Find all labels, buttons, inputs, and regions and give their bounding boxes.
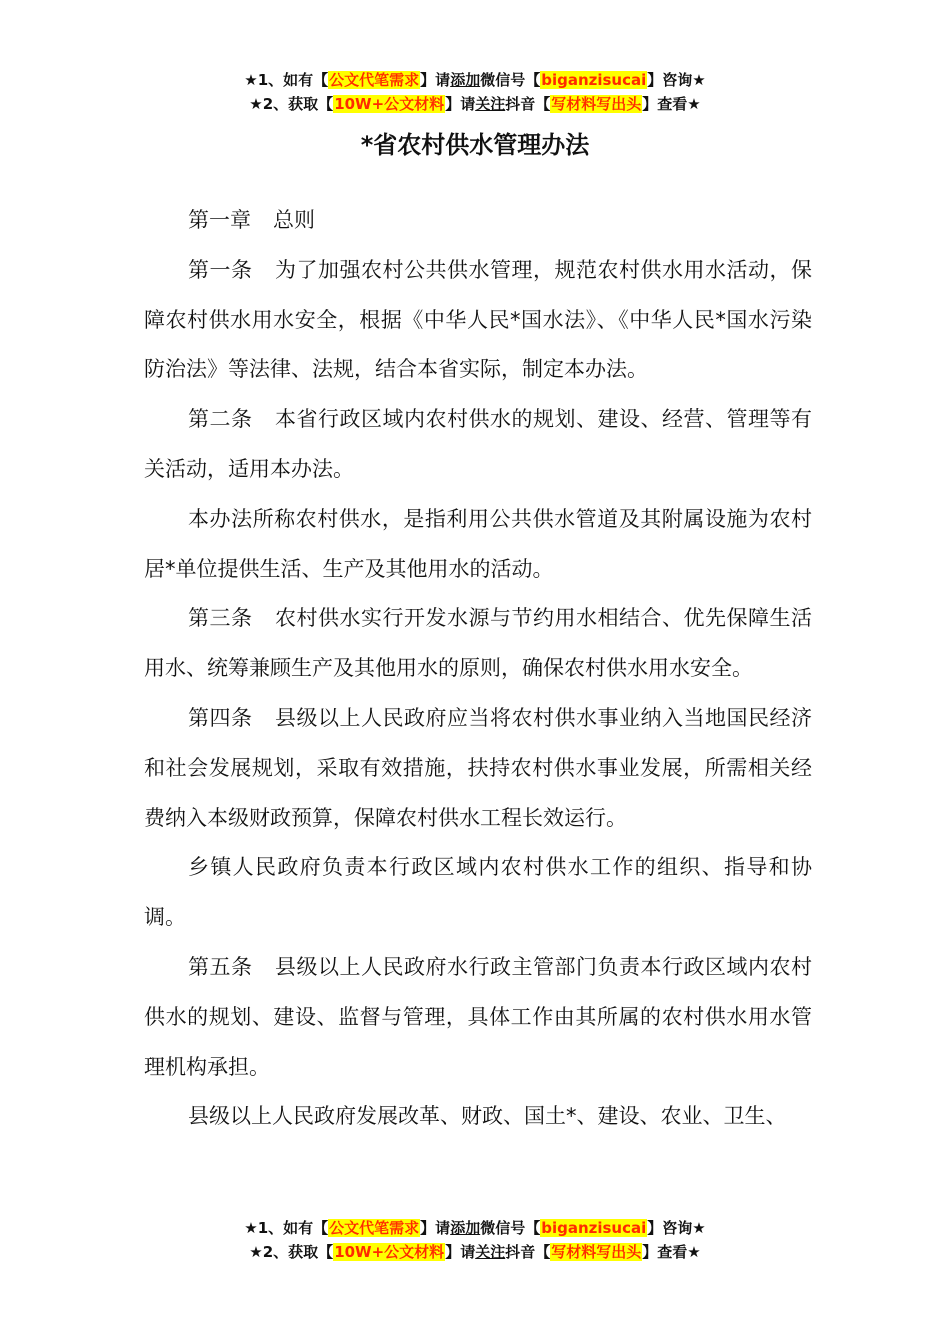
article-paragraph: 第三条 农村供水实行开发水源与节约用水相结合、优先保障生活用水、统筹兼顾生产及其他用水的原则，确保农村供水用水安全。	[144, 606, 812, 681]
banner-line-2: ★2、获取【10W+公文材料】请关注抖音【写材料写出头】查看★	[249, 1243, 701, 1261]
article-paragraph: 第四条 县级以上人民政府应当将农村供水事业纳入当地国民经济和社会发展规划，采取有效措施，扶持农村供水事业发展，所需相关经费纳入本级财政预算，保障农村供水工程长效运行。	[144, 705, 812, 830]
highlight-service: 公文代笔需求	[329, 1219, 420, 1237]
article-paragraph: 乡镇人民政府负责本行政区域内农村供水工作的组织、指导和协调。	[144, 855, 812, 930]
highlight-wechat-id: biganzisucai	[541, 71, 647, 89]
highlight-materials: 10W+公文材料	[334, 1243, 445, 1261]
highlight-materials: 10W+公文材料	[334, 95, 445, 113]
document-title: *省农村供水管理办法	[360, 131, 590, 159]
article-paragraph: 县级以上人民政府发展改革、财政、国土*、建设、农业、卫生、	[188, 1104, 787, 1129]
highlight-douyin-account: 写材料写出头	[551, 1243, 642, 1261]
article-paragraph: 本办法所称农村供水，是指利用公共供水管道及其附属设施为农村居*单位提供生活、生产及其他用水的活动。	[144, 506, 812, 581]
highlight-wechat-id: biganzisucai	[541, 1219, 647, 1237]
banner-line-2: ★2、获取【10W+公文材料】请关注抖音【写材料写出头】查看★	[249, 95, 701, 113]
article-paragraph: 第二条 本省行政区域内农村供水的规划、建设、经营、管理等有关活动，适用本办法。	[144, 407, 812, 481]
article-paragraph: 第五条 县级以上人民政府水行政主管部门负责本行政区域内农村供水的规划、建设、监督与管理，具体工作由其所属的农村供水用水管理机构承担。	[144, 954, 812, 1079]
footer-banner	[0, 1216, 950, 1264]
article-paragraph: 第一条 为了加强农村公共供水管理，规范农村供水用水活动，保障农村供水用水安全，根据《中华人民*国水法》、《中华人民*国水污染防治法》等法律、法规，结合本省实际，制定本办法。	[144, 257, 812, 382]
banner-line-1: ★1、如有【公文代笔需求】请添加微信号【biganzisucai】咨询★	[244, 1219, 706, 1237]
header-banner	[0, 68, 950, 116]
document-body	[144, 196, 812, 1142]
banner-line-1: ★1、如有【公文代笔需求】请添加微信号【biganzisucai】咨询★	[244, 71, 706, 89]
chapter-heading: 第一章 总则	[188, 208, 315, 232]
highlight-service: 公文代笔需求	[329, 71, 420, 89]
highlight-douyin-account: 写材料写出头	[551, 95, 642, 113]
